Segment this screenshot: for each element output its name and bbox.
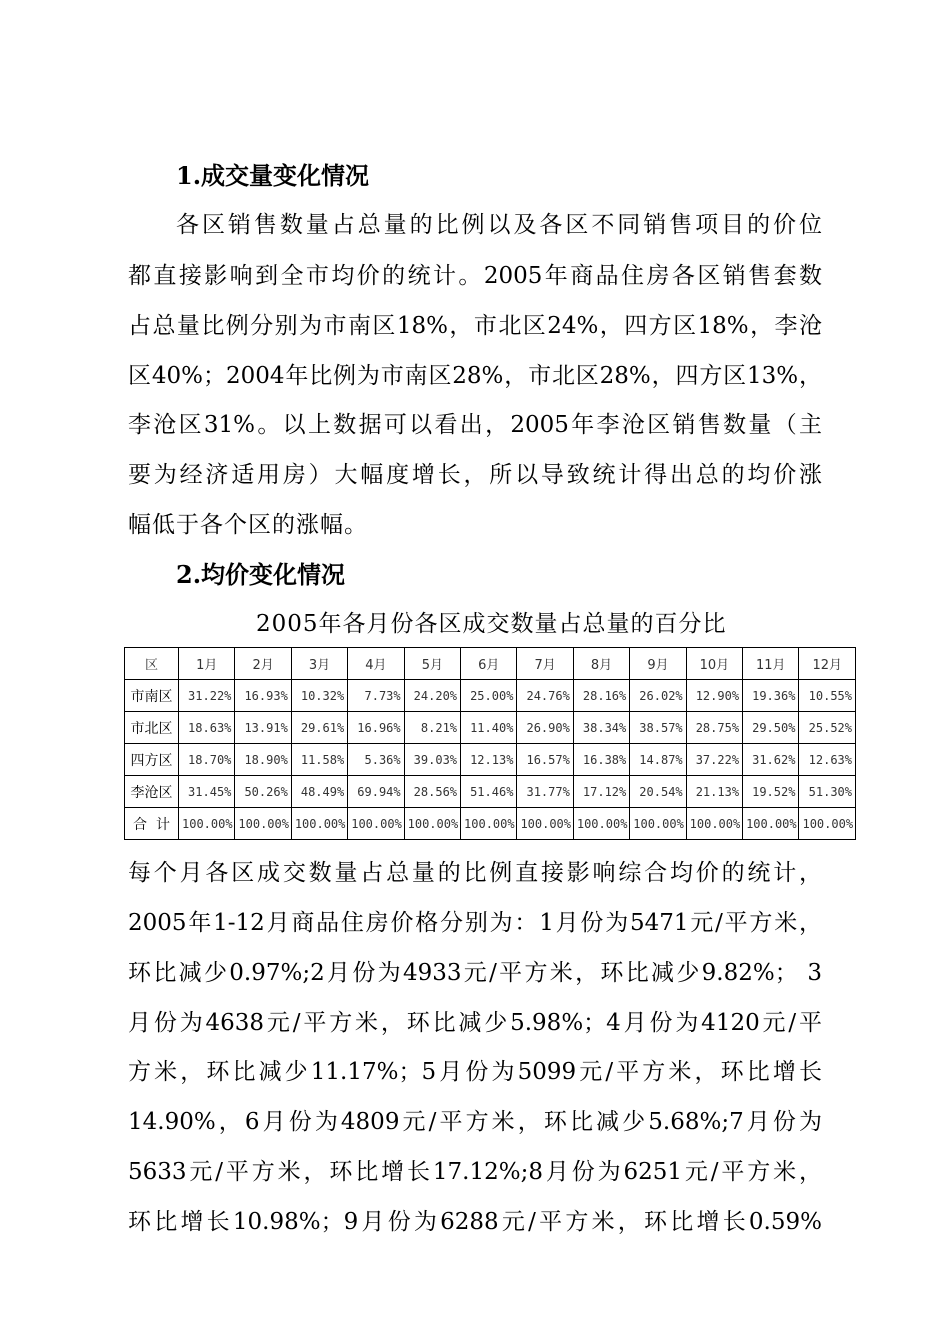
table-cell: 100.00% [404,808,460,840]
table-cell: 39.03% [404,744,460,776]
table-cell: 28.75% [686,712,742,744]
table-cell: 12.13% [461,744,517,776]
row-label: 市北区 [125,712,179,744]
header-cell-district: 区 [125,648,179,680]
table-cell: 100.00% [235,808,291,840]
table-cell: 16.38% [573,744,629,776]
table-cell: 16.57% [517,744,573,776]
row-label: 李沧区 [125,776,179,808]
table-cell: 19.36% [743,680,799,712]
row-label: 合 计 [125,808,179,840]
table-cell: 31.77% [517,776,573,808]
table-cell: 10.32% [291,680,347,712]
table-cell: 100.00% [630,808,686,840]
table-cell: 31.45% [179,776,235,808]
header-cell: 12月 [799,648,856,680]
section1-line-6: 要为经济适用房）大幅度增长，所以导致统计得出总的均价涨 [128,462,822,488]
section2-line-5: 方米，环比减少11.17%；5月份为5099元/平方米，环比增长 [128,1059,822,1085]
table-cell: 18.70% [179,744,235,776]
table-cell: 10.55% [799,680,856,712]
table-cell: 100.00% [461,808,517,840]
table-cell: 100.00% [743,808,799,840]
table-row-shinan [125,680,856,712]
table-cell: 11.58% [291,744,347,776]
table-cell: 21.13% [686,776,742,808]
section2-line-8: 环比增长10.98%；9月份为6288元/平方米，环比增长0.59% [128,1209,822,1235]
header-cell: 11月 [743,648,799,680]
table-cell: 29.50% [743,712,799,744]
row-label: 四方区 [125,744,179,776]
row-label: 市南区 [125,680,179,712]
section2-line-3: 环比减少0.97%;2月份为4933元/平方米，环比减少9.82%； 3 [128,960,822,986]
table-cell: 12.63% [799,744,856,776]
table-cell: 38.57% [630,712,686,744]
table-cell: 100.00% [799,808,856,840]
section1-line-3: 占总量比例分别为市南区18%，市北区24%，四方区18%，李沧 [128,313,822,339]
table-cell: 14.87% [630,744,686,776]
section2-line-2: 2005年1-12月商品住房价格分别为：1月份为5471元/平方米， [128,910,822,936]
table-cell: 50.26% [235,776,291,808]
table-cell: 8.21% [404,712,460,744]
table-cell: 100.00% [686,808,742,840]
table-cell: 69.94% [348,776,404,808]
table-cell: 31.62% [743,744,799,776]
section2-line-4: 月份为4638元/平方米，环比减少5.98%；4月份为4120元/平 [128,1010,822,1036]
table-cell: 51.30% [799,776,856,808]
table-cell: 12.90% [686,680,742,712]
table-cell: 31.22% [179,680,235,712]
header-cell: 9月 [630,648,686,680]
header-cell: 5月 [404,648,460,680]
table-cell: 26.02% [630,680,686,712]
table-cell: 100.00% [573,808,629,840]
table-cell: 100.00% [291,808,347,840]
header-cell: 3月 [291,648,347,680]
section2-line-6: 14.90%，6月份为4809元/平方米，环比减少5.68%;7月份为 [128,1109,822,1135]
table-cell: 18.63% [179,712,235,744]
header-cell: 4月 [348,648,404,680]
table-cell: 37.22% [686,744,742,776]
table-cell: 100.00% [348,808,404,840]
table-row-licang [125,776,856,808]
section2-line-7: 5633元/平方米，环比增长17.12%;8月份为6251元/平方米， [128,1159,822,1185]
table-cell: 5.36% [348,744,404,776]
table-cell: 48.49% [291,776,347,808]
table-row-sifang [125,744,856,776]
table-cell: 16.96% [348,712,404,744]
table-cell: 17.12% [573,776,629,808]
header-cell: 8月 [573,648,629,680]
header-cell: 6月 [461,648,517,680]
section1-line-4: 区40%；2004年比例为市南区28%，市北区28%，四方区13%， [128,363,822,389]
header-cell: 2月 [235,648,291,680]
table-title: 2005年各月份各区成交数量占总量的百分比 [256,611,727,637]
table-cell: 19.52% [743,776,799,808]
section1-heading: 1.成交量变化情况 [176,161,370,190]
table-cell: 100.00% [517,808,573,840]
table-cell: 51.46% [461,776,517,808]
table-cell: 100.00% [179,808,235,840]
table-cell: 18.90% [235,744,291,776]
table-header-row [125,648,856,680]
table-cell: 38.34% [573,712,629,744]
section1-line-5: 李沧区31%。以上数据可以看出，2005年李沧区销售数量（主 [128,412,822,438]
table-cell: 20.54% [630,776,686,808]
table-cell: 13.91% [235,712,291,744]
table-cell: 7.73% [348,680,404,712]
section1-line-7: 幅低于各个区的涨幅。 [128,512,368,538]
table-cell: 26.90% [517,712,573,744]
section1-line-1: 各区销售数量占总量的比例以及各区不同销售项目的价位 [176,212,822,238]
table-cell: 24.76% [517,680,573,712]
table-cell: 11.40% [461,712,517,744]
table-cell: 28.16% [573,680,629,712]
table-row-shibei [125,712,856,744]
section2-heading: 2.均价变化情况 [176,560,346,589]
table-cell: 25.52% [799,712,856,744]
table-row-total [125,808,856,840]
section1-line-2: 都直接影响到全市均价的统计。2005年商品住房各区销售套数 [128,263,822,289]
percentage-table [124,647,856,840]
table-cell: 25.00% [461,680,517,712]
section2-line-1: 每个月各区成交数量占总量的比例直接影响综合均价的统计， [128,860,822,886]
table-cell: 28.56% [404,776,460,808]
header-cell: 10月 [686,648,742,680]
table-cell: 29.61% [291,712,347,744]
table-cell: 16.93% [235,680,291,712]
header-cell: 7月 [517,648,573,680]
header-cell: 1月 [179,648,235,680]
table-cell: 24.20% [404,680,460,712]
